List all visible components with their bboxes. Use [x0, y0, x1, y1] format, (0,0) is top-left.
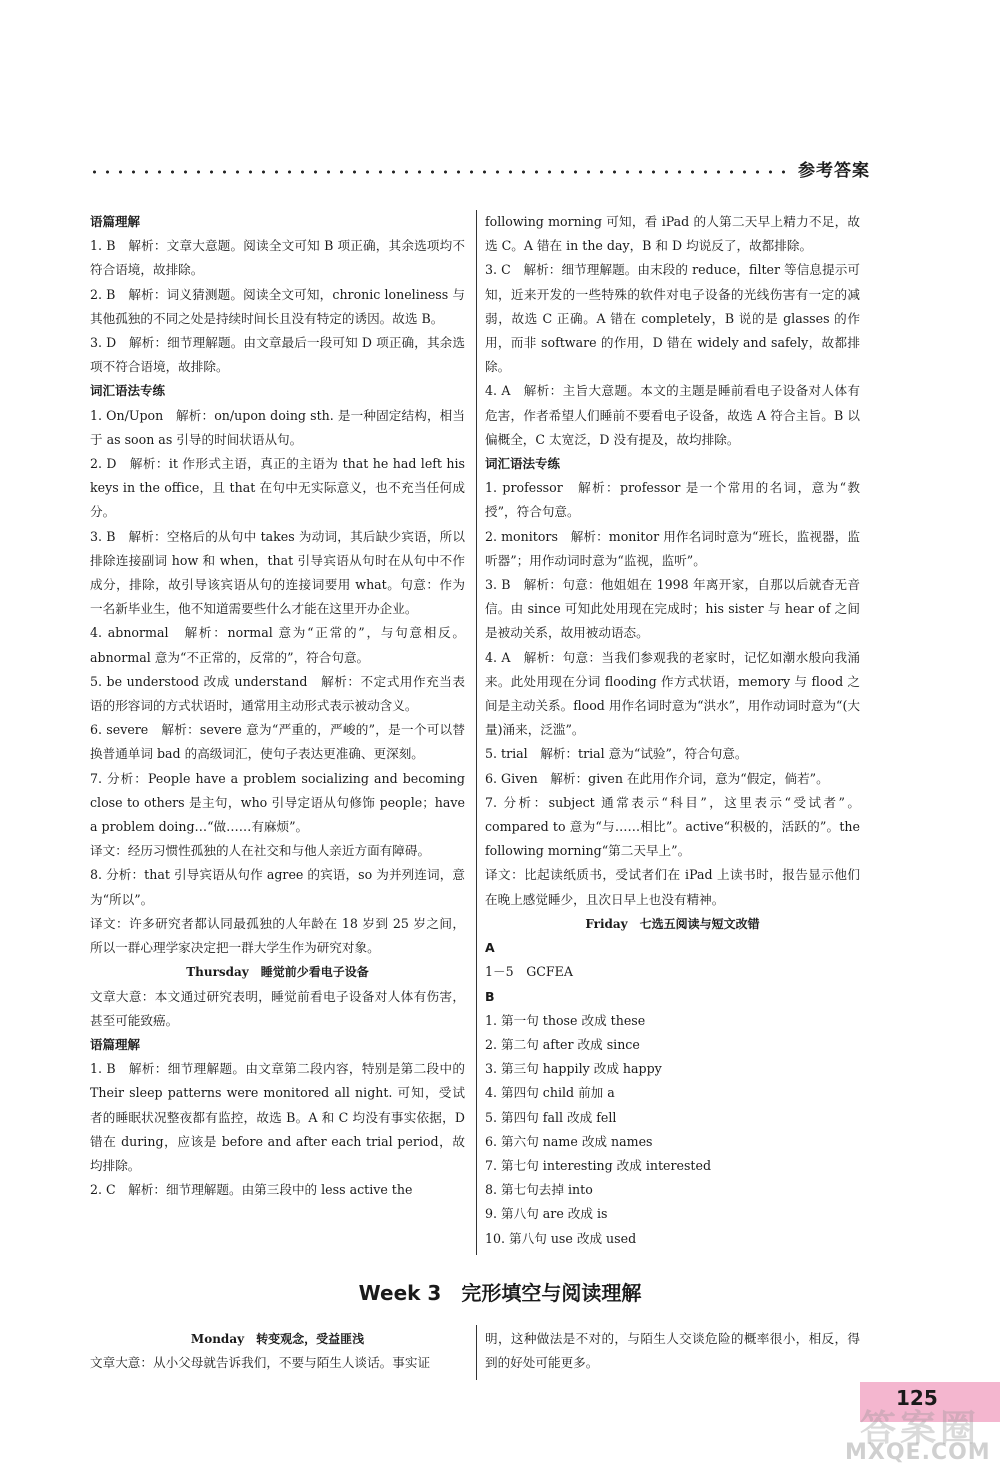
answer-paragraph: 10. 第八句 use 改成 used: [485, 1230, 637, 1246]
right-column: [485, 210, 860, 1251]
header-title: 参考答案: [798, 161, 870, 181]
answer-paragraph: 3. C 解析：细节理解题。由末段的 reduce，filter 等信息提示可知，近来开发的一些特殊的软件对电子设备的光线伤害有一定的减弱，故选 C 正确。A 错在 completely，B 说的是 glasses 的作用，而非 software 的作用，D 错在 widely and safely，故都排除。: [485, 262, 860, 375]
answer-paragraph: 4. abnormal 解析：normal 意为“正常的”，与句意相反。abnormal 意为“不正常的，反常的”，符合句意。: [90, 625, 465, 665]
answer-paragraph: 文章大意：本文通过研究表明，睡觉前看电子设备对人体有伤害，甚至可能致癌。: [90, 988, 465, 1028]
answer-paragraph: 1. B 解析：文章大意题。阅读全文可知 B 项正确，其余选项均不符合语境，故排除。: [90, 238, 465, 278]
answer-paragraph: 2. C 解析：细节理解题。由第三段中的 less active the: [90, 1182, 413, 1198]
section-heading: B: [485, 988, 495, 1004]
answer-paragraph: 5. 第四句 fall 改成 fell: [485, 1109, 617, 1125]
answer-paragraph: 译文：许多研究者都认同最孤独的人年龄在 18 岁到 25 岁之间，所以一群心理学家决定把一群大学生作为研究对象。: [90, 915, 465, 956]
answer-paragraph: 1－5 GCFEA: [485, 964, 573, 980]
answer-paragraph: 2. 第二句 after 改成 since: [485, 1036, 640, 1052]
answer-paragraph: 1. professor 解析：professor 是一个常用的名词，意为“教授”，符合句意。: [485, 480, 860, 520]
answer-paragraph: 4. 第四句 child 前加 a: [485, 1085, 615, 1101]
answer-paragraph: 5. be understood 改成 understand 解析：不定式用作充当表语的形容词的方式状语时，通常用主动形式表示被动含义。: [90, 673, 465, 714]
watermark-logo: 答案圈: [860, 1408, 981, 1449]
answer-paragraph: 8. 第七句去掉 into: [485, 1182, 593, 1198]
day-heading: Thursday 睡觉前少看电子设备: [186, 965, 369, 980]
answer-paragraph: 2. D 解析：it 作形式主语，真正的主语为 that he had left his keys in the office，且 that 在句中无实际意义，也不充当任何成分。: [90, 456, 465, 520]
answer-paragraph: 3. B 解析：句意：他姐姐在 1998 年离开家，自那以后就杳无音信。由 since 可知此处用现在完成时；his sister 与 hear of 之间是被动关系，故用被动语态。: [485, 577, 860, 641]
answer-paragraph: 2. B 解析：词义猜测题。阅读全文可知，chronic loneliness 与其他孤独的不同之处是持续时间长且没有特定的诱因。故选 B。: [90, 286, 465, 326]
answer-paragraph: 6. 第六句 name 改成 names: [485, 1133, 653, 1149]
answer-paragraph: 3. 第三句 happily 改成 happy: [485, 1061, 662, 1077]
answer-paragraph: 文章大意：从小父母就告诉我们，不要与陌生人谈话。事实证: [90, 1355, 431, 1370]
day-heading: Monday 转变观念，受益匪浅: [190, 1332, 365, 1346]
answer-paragraph: 9. 第八句 are 改成 is: [485, 1206, 608, 1222]
day-heading: Friday 七选五阅读与短文改错: [585, 916, 760, 931]
section-heading: 语篇理解: [90, 214, 141, 229]
answer-paragraph: 6. severe 解析：severe 意为“严重的，严峻的”，是一个可以替换普通单词 bad 的高级词汇，使句子表达更准确、更深刻。: [90, 722, 465, 762]
answer-paragraph: 1. 第一句 those 改成 these: [485, 1012, 646, 1028]
bottom-column-divider: [476, 1325, 477, 1380]
answer-paragraph: 1. B 解析：细节理解题。由文章第二段内容，特别是第二段中的 Their sleep patterns were monitored all night. 可知，受试者的睡眠状况整夜都有监控，故选 B。A 和 C 均没有事实依据，D 错在 during，应该是 before and after each trial period，故均排除。: [90, 1061, 465, 1173]
answer-paragraph: 3. D 解析：细节理解题。由文章最后一段可知 D 项正确，其余选项不符合语境，故排除。: [90, 335, 465, 375]
page-header: [80, 150, 870, 190]
answer-paragraph: 7. 第七句 interesting 改成 interested: [485, 1157, 712, 1173]
watermark-url: MXQE.COM: [845, 1440, 991, 1465]
answer-paragraph: 3. B 解析：空格后的从句中 takes 为动词，其后缺少宾语，所以排除连接副词 how 和 when，that 引导宾语从句时在从句中不作成分，排除，故引导该宾语从句的连接词要用 what。句意：作为一名新毕业生，他不知道需要些什么才能在这里开办企业。: [90, 528, 465, 617]
left-column: [90, 210, 465, 1202]
answer-paragraph: 1. On/Upon 解析：on/upon doing sth. 是一种固定结构，相当于 as soon as 引导的时间状语从句。: [90, 407, 465, 447]
answer-paragraph: 8. 分析：that 引导宾语从句作 agree 的宾语，so 为并列连词，意为“所以”。: [90, 867, 465, 907]
answer-paragraph: 译文：经历习惯性孤独的人在社交和与他人亲近方面有障碍。: [90, 843, 431, 859]
answer-paragraph: 7. 分析：People have a problem socializing and becoming close to others 是主句，who 引导定语从句修饰 people；have a problem doing…“做……有麻烦”。: [90, 770, 465, 835]
column-divider: [476, 210, 477, 1255]
section-heading: 词汇语法专练: [90, 383, 166, 399]
answer-paragraph: following morning 可知，看 iPad 的人第二天早上精力不足，故选 C。A 错在 in the day，B 和 D 均说反了，故都排除。: [485, 214, 860, 254]
week-title: Week 3 完形填空与阅读理解: [358, 1281, 642, 1305]
answer-paragraph: 4. A 解析：句意：当我们参观我的老家时，记忆如潮水般向我涌来。此处用现在分词 flooding 作方式状语，memory 与 flood 之间是主动关系。flood 用作名词时意为“洪水”，用作动词时意为“(大量)涌来，泛滥”。: [485, 649, 860, 738]
section-heading: 语篇理解: [90, 1036, 141, 1052]
answer-paragraph: 5. trial 解析：trial 意为“试验”，符合句意。: [485, 746, 748, 762]
section-heading: A: [485, 940, 495, 956]
section-heading: 词汇语法专练: [485, 456, 561, 472]
answer-paragraph: 4. A 解析：主旨大意题。本文的主题是睡前看电子设备对人体有危害，作者希望人们睡前不要看电子设备，故选 A 符合主旨。B 以偏概全，C 太宽泛，D 没有提及，故均排除。: [485, 383, 860, 447]
answer-paragraph: 2. monitors 解析：monitor 用作名词时意为“班长，监视器，监听器”；用作动词时意为“监视，监听”。: [485, 528, 860, 568]
answer-paragraph: 6. Given 解析：given 在此用作介词，意为“假定，倘若”。: [485, 770, 829, 786]
bottom-right-column: [485, 1327, 860, 1375]
answer-paragraph: 7. 分析：subject 通常表示“科目”，这里表示“受试者”。compared to 意为“与……相比”。active“积极的，活跃的”。the following morning“第二天早上”。: [485, 794, 860, 859]
answer-paragraph: 明，这种做法是不对的，与陌生人交谈危险的概率很小，相反，得到的好处可能更多。: [485, 1331, 860, 1370]
bottom-left-column: [90, 1327, 465, 1375]
dotted-rule: [88, 170, 788, 174]
answer-paragraph: 译文：比起读纸质书，受试者们在 iPad 上读书时，报告显示他们在晚上感觉睡少，且次日早上也没有精神。: [485, 867, 860, 907]
page-number: 125: [896, 1386, 938, 1410]
